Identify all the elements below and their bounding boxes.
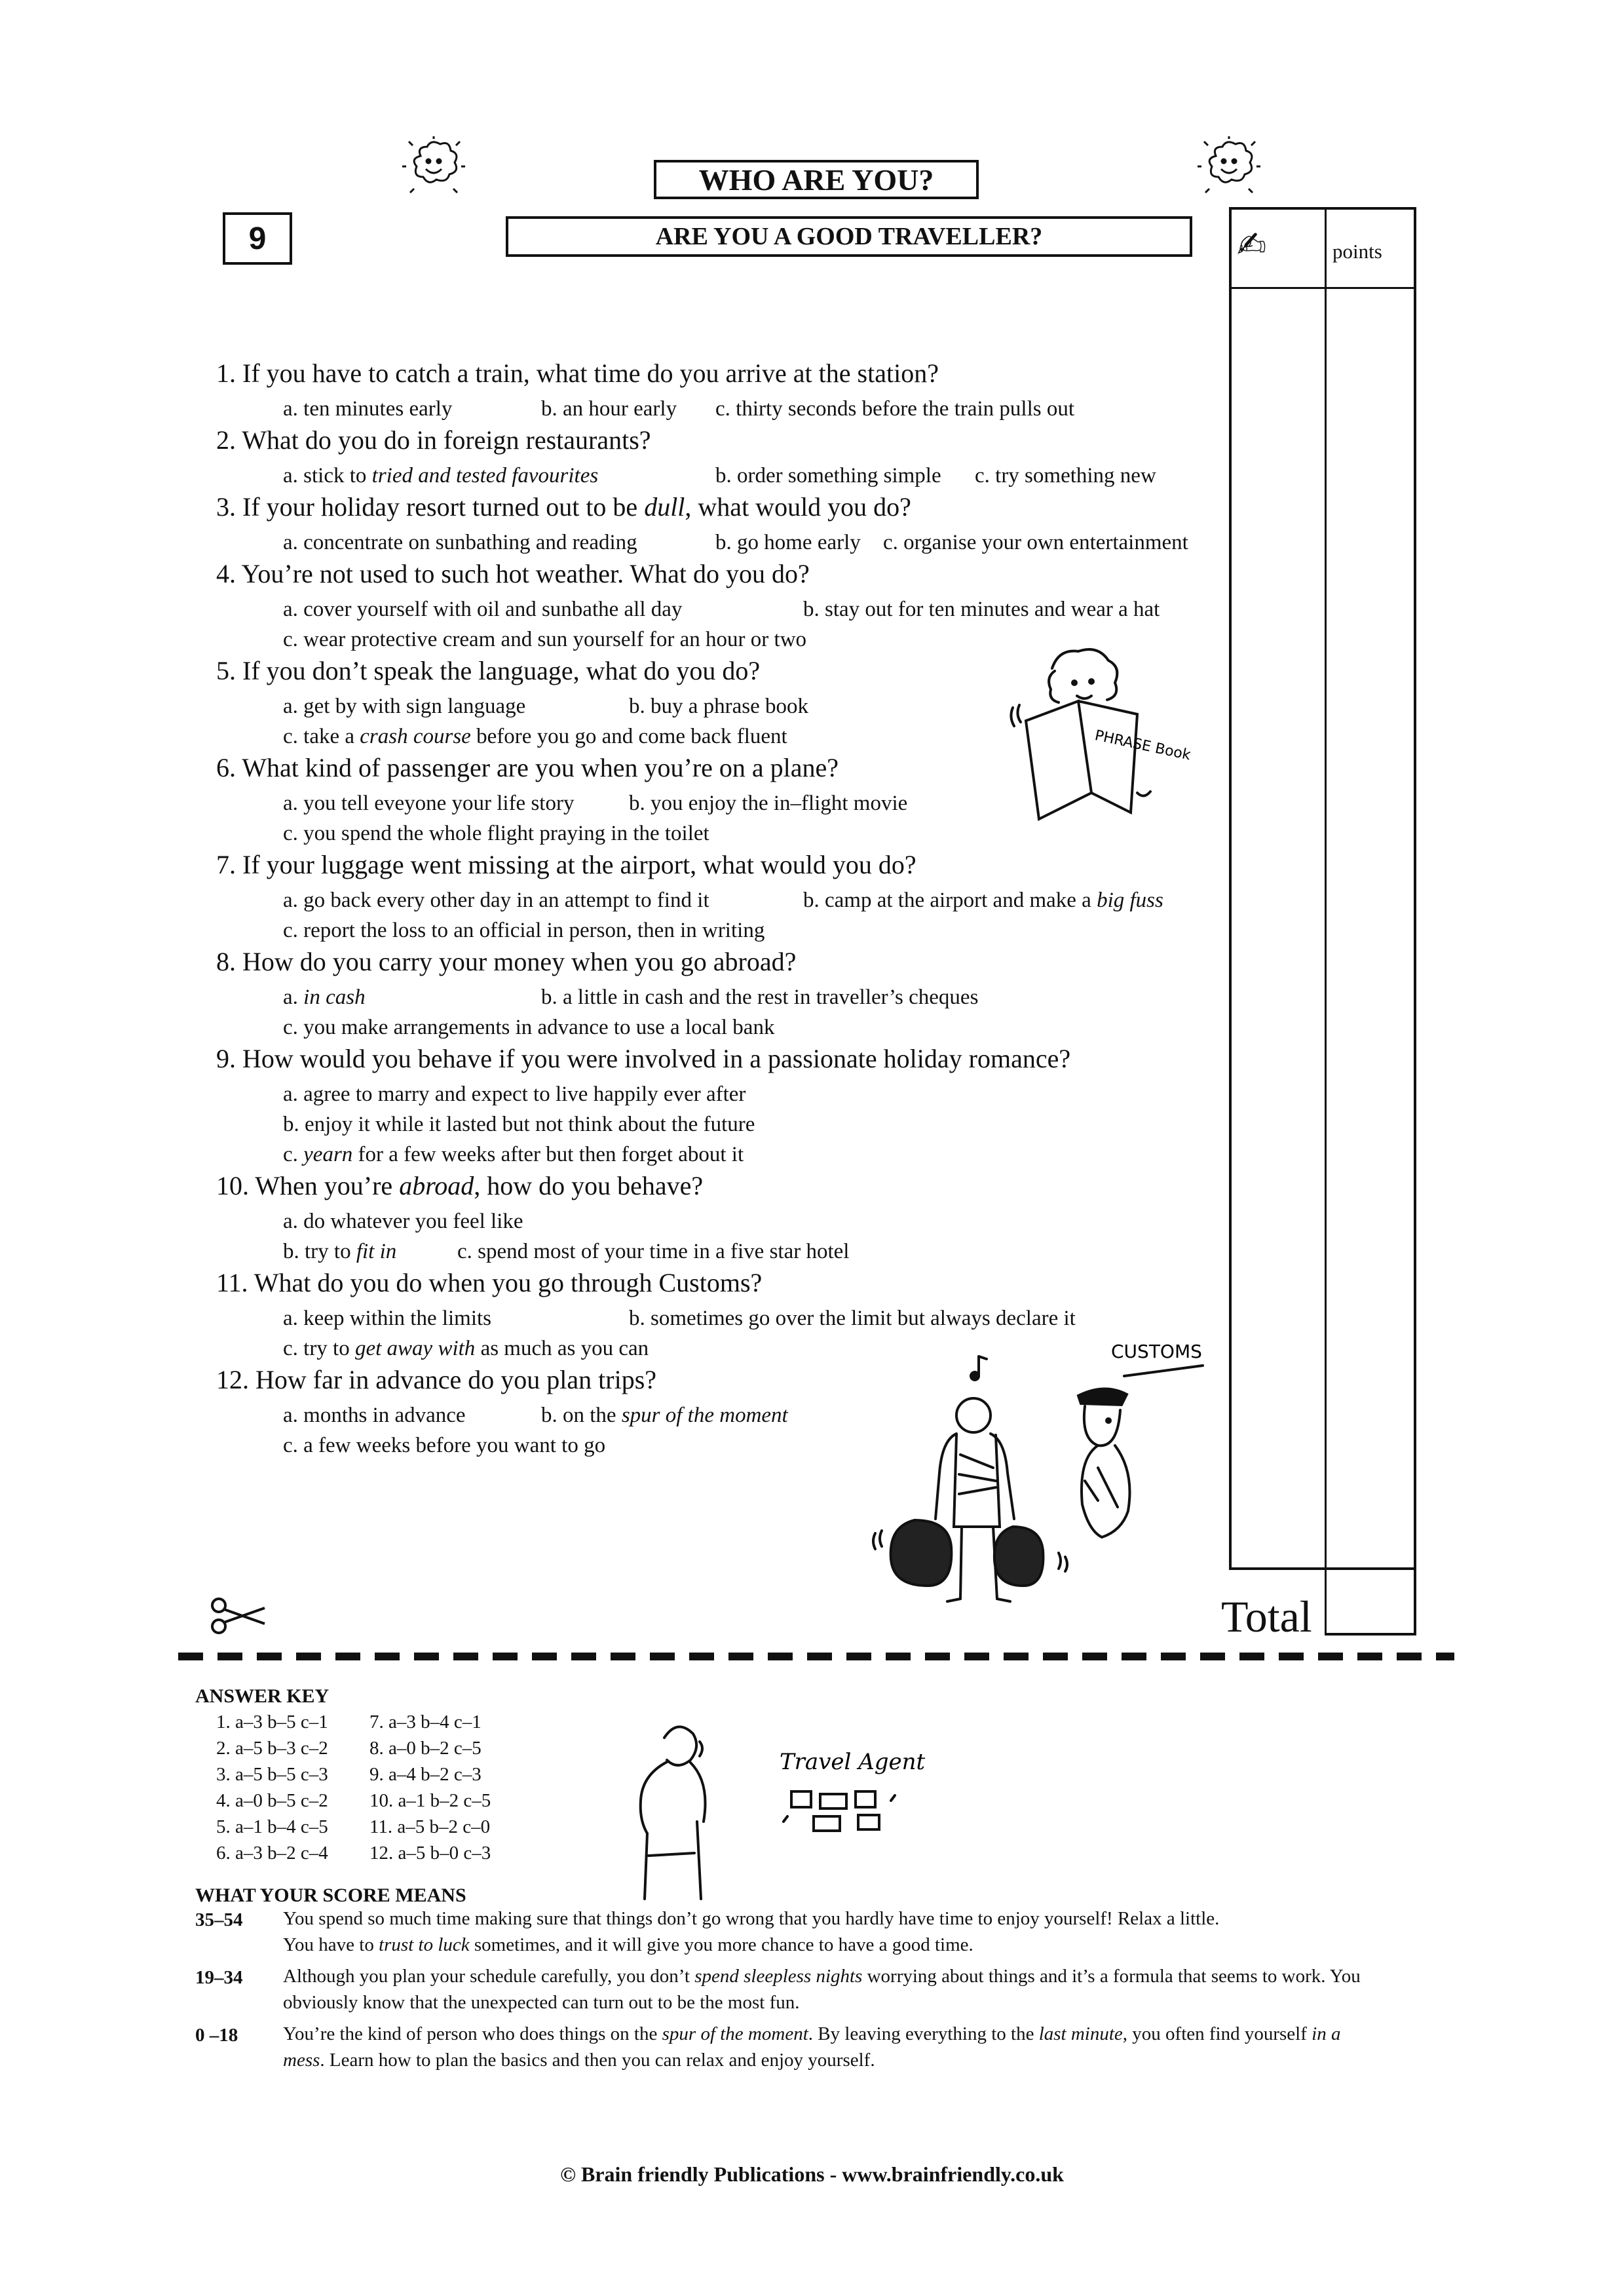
total-box-bottom-rule [1325, 1633, 1416, 1636]
scissors-icon [208, 1596, 267, 1636]
option-8c: c. you make arrangements in advance to use a local bank [283, 1016, 775, 1039]
option-7b: b. camp at the airport and make a big fuss [803, 889, 1163, 912]
score-text-35-54-line-1: You spend so much time making sure that things don’t go wrong that you hardly have time to enjoy yourself! Relax a little. [283, 1908, 1220, 1929]
option-2a: a. stick to tried and tested favourites [283, 464, 599, 488]
customs-sign-label: CUSTOMS [1111, 1341, 1202, 1362]
option-8b: b. a little in cash and the rest in traveller’s cheques [541, 985, 979, 1009]
travel-agent-illustration [629, 1712, 943, 1902]
score-range-19-34: 19–34 [195, 1967, 243, 1988]
score-range-0-18: 0 –18 [195, 2025, 238, 2046]
option-3c: c. organise your own entertainment [883, 531, 1188, 554]
question-11: 11. What do you do when you go through Customs? [216, 1268, 763, 1297]
question-8: 8. How do you carry your money when you go abroad? [216, 947, 797, 976]
answer-key-6: 6. a–3 b–2 c–4 [216, 1843, 328, 1864]
question-12: 12. How far in advance do you plan trips? [216, 1365, 657, 1394]
question-3: 3. If your holiday resort turned out to be dull, what would you do? [216, 492, 911, 522]
score-range-35-54: 35–54 [195, 1909, 243, 1930]
answer-key-5: 5. a–1 b–4 c–5 [216, 1816, 328, 1837]
answer-key-12: 12. a–5 b–0 c–3 [369, 1843, 491, 1864]
points-label: points [1332, 240, 1382, 263]
option-10a: a. do whatever you feel like [283, 1210, 523, 1233]
page-title: WHO ARE YOU? [654, 160, 979, 199]
answer-key-10: 10. a–1 b–2 c–5 [369, 1790, 491, 1811]
option-9c: c. yearn for a few weeks after but then forget about it [283, 1143, 744, 1166]
score-heading: WHAT YOUR SCORE MEANS [195, 1885, 466, 1906]
points-table-divider [1325, 207, 1327, 1636]
option-8a: a. in cash [283, 985, 366, 1009]
question-2: 2. What do you do in foreign restaurants? [216, 425, 651, 455]
question-4: 4. You’re not used to such hot weather. What do you do? [216, 559, 810, 588]
option-6b: b. you enjoy the in–flight movie [629, 792, 908, 815]
points-table-right-border [1414, 207, 1416, 1636]
option-4a: a. cover yourself with oil and sunbathe all day [283, 598, 683, 621]
option-11c: c. try to get away with as much as you can [283, 1337, 649, 1360]
pencil-icon: ✍ [1237, 224, 1267, 265]
option-11b: b. sometimes go over the limit but always declare it [629, 1307, 1076, 1330]
cut-line [178, 1651, 1454, 1662]
option-2b: b. order something simple [715, 464, 941, 488]
points-table-header-rule [1229, 287, 1416, 289]
option-10b: b. try to fit in [283, 1240, 397, 1263]
option-9a: a. agree to marry and expect to live happily ever after [283, 1082, 746, 1106]
option-12a: a. months in advance [283, 1404, 466, 1427]
answer-key-8: 8. a–0 b–2 c–5 [369, 1738, 482, 1759]
points-table-left-border [1229, 207, 1232, 1570]
answer-key-11: 11. a–5 b–2 c–0 [369, 1816, 491, 1837]
travel-agent-sign-label: Travel Agent [780, 1749, 926, 1775]
phrase-book-label: PHRASE Book [1093, 727, 1192, 764]
answer-key-7: 7. a–3 b–4 c–1 [369, 1712, 482, 1732]
score-text-0-18: You’re the kind of person who does things on the spur of the moment. By leaving everything to the last minute, you often find yourself in a mess. Learn how to plan the basics and then you can relax and enjoy yourself. [283, 2023, 1341, 2071]
question-1: 1. If you have to catch a train, what time do you arrive at the station? [216, 358, 939, 388]
option-12b: b. on the spur of the moment [541, 1404, 788, 1427]
answer-key-3: 3. a–5 b–5 c–3 [216, 1764, 328, 1785]
question-9: 9. How would you behave if you were involved in a passionate holiday romance? [216, 1044, 1071, 1073]
option-1c: c. thirty seconds before the train pulls out [715, 397, 1075, 421]
smiley-sun-icon-left [401, 136, 466, 195]
option-5a: a. get by with sign language [283, 695, 526, 718]
answer-key-heading: ANSWER KEY [195, 1685, 330, 1707]
smiley-sun-icon-right [1196, 136, 1262, 195]
option-3b: b. go home early [715, 531, 861, 554]
option-6c: c. you spend the whole flight praying in the toilet [283, 822, 709, 845]
answer-key-4: 4. a–0 b–5 c–2 [216, 1790, 328, 1811]
option-4c: c. wear protective cream and sun yourself for an hour or two [283, 628, 807, 651]
customs-travellers-illustration [849, 1337, 1229, 1632]
answer-key-9: 9. a–4 b–2 c–3 [369, 1764, 482, 1785]
option-1a: a. ten minutes early [283, 397, 453, 421]
score-text-19-34: Although you plan your schedule carefully, you don’t spend sleepless nights worrying about things and it’s a formula that seems to work. You obviously know that the unexpected can turn out to be the most fun. [283, 1966, 1361, 2014]
option-1b: b. an hour early [541, 397, 677, 421]
option-6a: a. you tell eveyone your life story [283, 792, 575, 815]
answer-key-1: 1. a–3 b–5 c–1 [216, 1712, 328, 1732]
score-text-35-54-line-2: You have to trust to luck sometimes, and it will give you more chance to have a good time. [283, 1934, 973, 1956]
answer-key-2: 2. a–5 b–3 c–2 [216, 1738, 328, 1759]
option-11a: a. keep within the limits [283, 1307, 492, 1330]
option-10c: c. spend most of your time in a five star hotel [457, 1240, 850, 1263]
option-5b: b. buy a phrase book [629, 695, 809, 718]
option-5c: c. take a crash course before you go and come back fluent [283, 725, 787, 748]
question-5: 5. If you don’t speak the language, what do you do? [216, 656, 761, 685]
option-2c: c. try something new [975, 464, 1156, 488]
footer-copyright: © Brain friendly Publications - www.brainfriendly.co.uk [560, 2162, 1064, 2186]
score-text-35-54 [283, 1905, 1449, 1958]
question-10: 10. When you’re abroad, how do you behave? [216, 1171, 704, 1200]
option-4b: b. stay out for ten minutes and wear a hat [803, 598, 1160, 621]
option-7c: c. report the loss to an official in person, then in writing [283, 919, 765, 942]
option-3a: a. concentrate on sunbathing and reading [283, 531, 637, 554]
question-6: 6. What kind of passenger are you when you’re on a plane? [216, 753, 839, 782]
question-7: 7. If your luggage went missing at the airport, what would you do? [216, 850, 916, 879]
option-12c: c. a few weeks before you want to go [283, 1434, 606, 1457]
page-subtitle: ARE YOU A GOOD TRAVELLER? [506, 216, 1192, 257]
option-7a: a. go back every other day in an attempt to find it [283, 889, 709, 912]
phrase-book-reader-illustration [1006, 642, 1192, 826]
unit-number: 9 [223, 212, 292, 265]
points-table-bottom-rule [1229, 1567, 1416, 1570]
points-table-top-border [1229, 207, 1416, 210]
option-9b: b. enjoy it while it lasted but not think about the future [283, 1113, 755, 1136]
total-label: Total [1221, 1592, 1312, 1641]
